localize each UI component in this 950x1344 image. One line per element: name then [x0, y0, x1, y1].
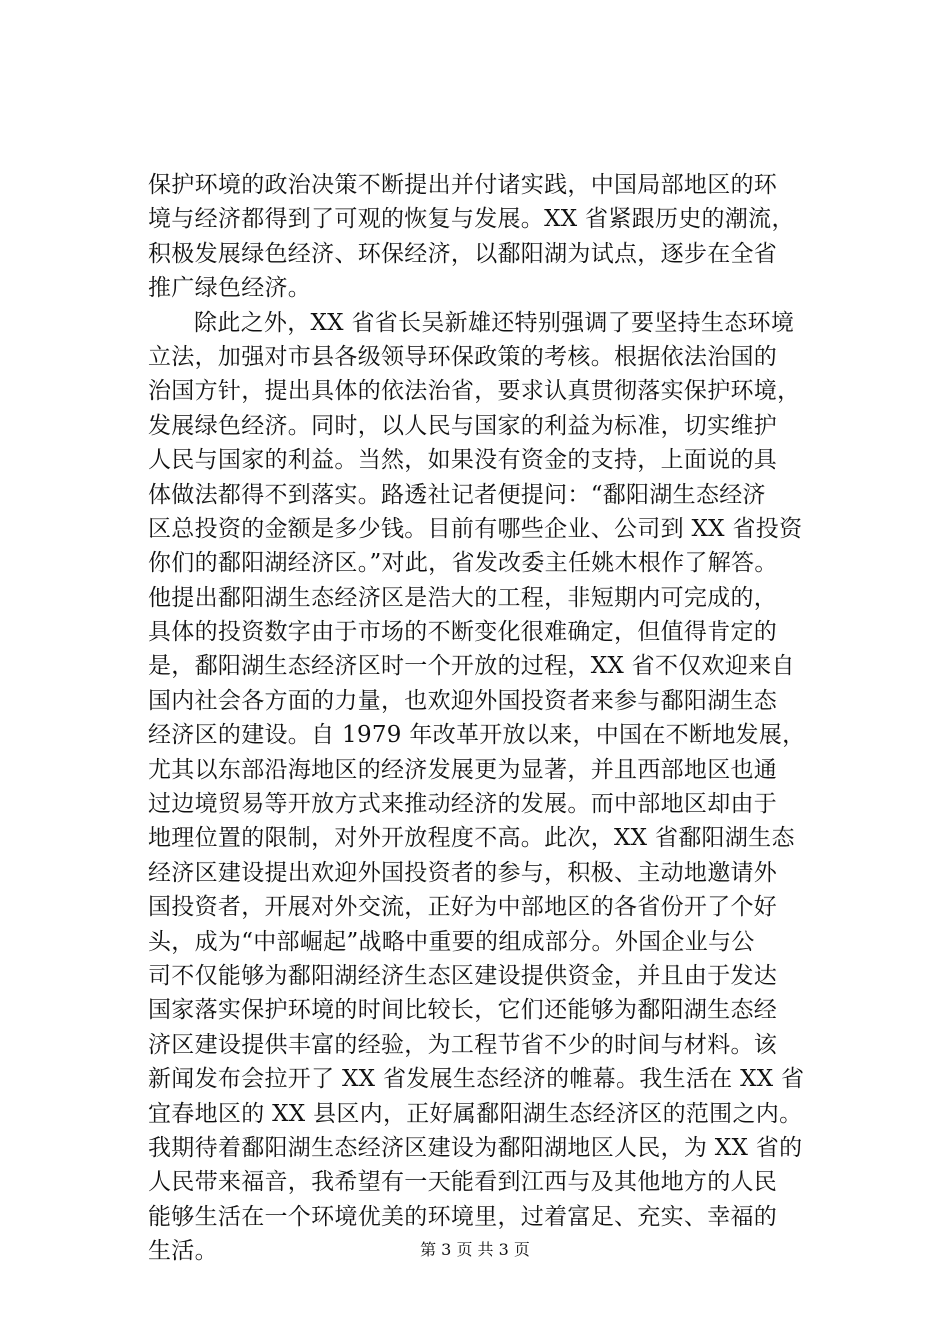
- text-line: 生活。: [148, 1238, 218, 1265]
- paragraph-first-line: 除此之外，XX 省省长吴新雄还特别强调了要坚持生态环境: [194, 309, 795, 336]
- text-line: 推广绿色经济。: [148, 275, 312, 302]
- text-line: 尤其以东部沿海地区的经济发展更为显著，并且西部地区也通: [148, 756, 778, 783]
- text-line: 宜春地区的 XX 县区内，正好属鄱阳湖生态经济区的范围之内。: [148, 1100, 803, 1127]
- text-line: 我期待着鄱阳湖生态经济区建设为鄱阳湖地区人民，为 XX 省的: [148, 1134, 803, 1161]
- text-line: 国内社会各方面的力量，也欢迎外国投资者来参与鄱阳湖生态: [148, 687, 778, 714]
- text-line: 头，成为“中部崛起”战略中重要的组成部分。外国企业与公: [148, 928, 755, 955]
- text-line: 经济区的建设。自 1979 年改革开放以来，中国在不断地发展，: [148, 722, 806, 749]
- text-line: 保护环境的政治决策不断提出并付诸实践，中国局部地区的环: [148, 172, 778, 198]
- text-line: 立法，加强对市县各级领导环保政策的考核。根据依法治国的: [148, 343, 778, 370]
- text-line: 是，鄱阳湖生态经济区时一个开放的过程，XX 省不仅欢迎来自: [148, 653, 795, 680]
- text-line: 济区建设提供丰富的经验，为工程节省不少的时间与材料。该: [148, 1031, 778, 1058]
- text-line: 地理位置的限制，对外开放程度不高。此次，XX 省鄱阳湖生态: [148, 825, 795, 852]
- text-line: 发展绿色经济。同时，以人民与国家的利益为标准，切实维护: [148, 412, 778, 439]
- text-line: 你们的鄱阳湖经济区。”对此，省发改委主任姚木根作了解答。: [148, 550, 778, 577]
- text-line: 人民带来福音，我希望有一天能看到江西与及其他地方的人民: [148, 1169, 778, 1196]
- text-line: 人民与国家的利益。当然，如果没有资金的支持，上面说的具: [148, 447, 778, 474]
- text-line: 具体的投资数字由于市场的不断变化很难确定，但值得肯定的: [148, 619, 778, 646]
- text-line: 国家落实保护环境的时间比较长，它们还能够为鄱阳湖生态经: [148, 997, 778, 1024]
- text-line: 治国方针，提出具体的依法治省，要求认真贯彻落实保护环境，: [148, 378, 801, 405]
- page-footer: 第 3 页 共 3 页: [420, 1240, 530, 1259]
- text-line: 积极发展绿色经济、环保经济，以鄱阳湖为试点，逐步在全省: [148, 240, 778, 267]
- text-line: 过边境贸易等开放方式来推动经济的发展。而中部地区却由于: [148, 791, 778, 818]
- text-line: 司不仅能够为鄱阳湖经济生态区建设提供资金，并且由于发达: [148, 962, 778, 989]
- text-line: 体做法都得不到落实。路透社记者便提问：“鄱阳湖生态经济: [148, 481, 766, 508]
- text-line: 他提出鄱阳湖生态经济区是浩大的工程，非短期内可完成的，: [148, 584, 778, 611]
- body-text: [148, 168, 838, 1269]
- text-line: 区总投资的金额是多少钱。目前有哪些企业、公司到 XX 省投资: [148, 515, 803, 542]
- text-line: 境与经济都得到了可观的恢复与发展。XX 省紧跟历史的潮流，: [148, 206, 795, 233]
- text-line: 新闻发布会拉开了 XX 省发展生态经济的帷幕。我生活在 XX 省: [148, 1066, 805, 1093]
- text-line: 经济区建设提出欢迎外国投资者的参与，积极、主动地邀请外: [148, 859, 778, 886]
- text-line: 能够生活在一个环境优美的环境里，过着富足、充实、幸福的: [148, 1203, 778, 1230]
- text-line: 国投资者，开展对外交流，正好为中部地区的各省份开了个好: [148, 894, 778, 921]
